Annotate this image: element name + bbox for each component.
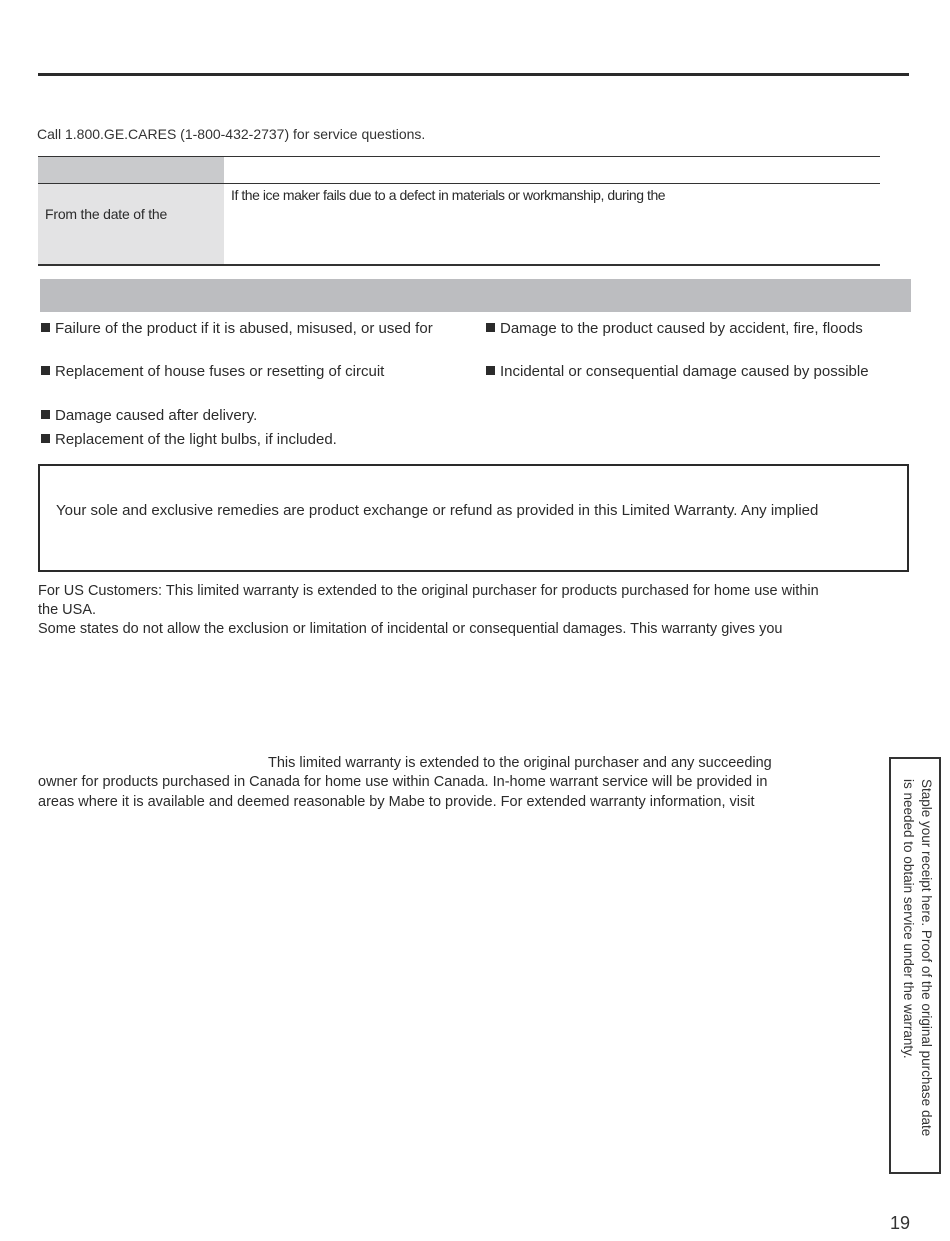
receipt-note: Staple your receipt here. Proof of the original purchase date is needed to obtain service under the warranty. [901,779,934,1137]
service-phone-line: Call 1.800.GE.CARES (1-800-432-2737) for service questions. [37,126,426,142]
bullet-icon [41,366,50,375]
exclusion-item: Incidental or consequential damage caused by possible [486,363,869,380]
exclusion-item: Damage caused after delivery. [41,407,257,424]
bullet-icon [41,434,50,443]
bullet-icon [41,410,50,419]
table-bottom-rule [38,264,880,266]
canada-customers-line-1: This limited warranty is extended to the original purchaser and any succeeding [268,755,772,771]
warranty-period-cell [38,184,224,265]
us-customers-line-2: the USA. [38,602,97,618]
canada-customers-line-2: owner for products purchased in Canada for home use within Canada. In-home warrant service will be provided in [38,774,768,790]
bullet-icon [486,366,495,375]
bullet-icon [41,323,50,332]
bullet-icon [486,323,495,332]
exclusions-header-bar [40,279,911,312]
us-customers-line-3: Some states do not allow the exclusion or limitation of incidental or consequential damages. This warranty gives you [38,621,783,637]
page-number: 19 [890,1213,911,1233]
exclusion-item: Failure of the product if it is abused, misused, or used for [41,320,433,337]
header-rule [38,73,909,76]
warranty-coverage-text: If the ice maker fails due to a defect in materials or workmanship, during the [231,187,666,203]
table-header-cell [38,157,224,183]
canada-customers-line-3: areas where it is available and deemed reasonable by Mabe to provide. For extended warranty information, visit [38,794,755,810]
exclusive-remedies-box [38,464,909,572]
staple-receipt-box [889,757,941,1174]
us-customers-line-1: For US Customers: This limited warranty is extended to the original purchaser for products purchased for home use within [38,583,819,599]
remedy-text: Your sole and exclusive remedies are product exchange or refund as provided in this Limited Warranty. Any implied [56,502,819,519]
exclusion-item: Replacement of the light bulbs, if included. [41,431,337,448]
exclusion-item: Damage to the product caused by accident, fire, floods [486,320,863,337]
warranty-table [38,156,880,266]
warranty-period-text: From the date of the [45,206,168,222]
exclusion-item: Replacement of house fuses or resetting of circuit [41,363,384,380]
